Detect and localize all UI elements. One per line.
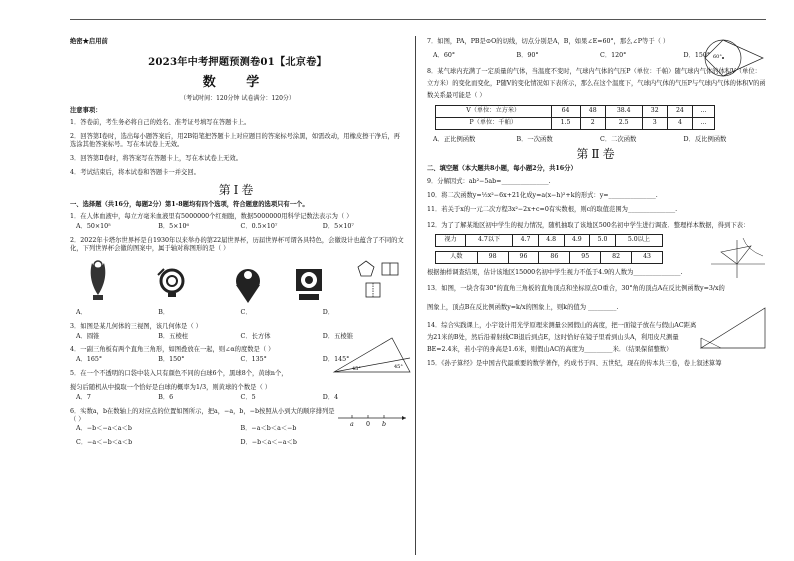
cell: 2 [580, 117, 605, 129]
cell: 5.0以上 [615, 234, 662, 246]
option: C．135° [240, 356, 267, 364]
option: C．−a＜−b＜a＜b [76, 439, 133, 447]
q10-text: 10．将二次函数y=½x²−6x+21化成y=a(x−h)²+k的形式：y=_______________. [427, 192, 658, 200]
cell: 96 [508, 251, 539, 263]
option: A．−b＜−a＜a＜b [76, 425, 132, 433]
option: C．二次函数 [600, 135, 637, 143]
option: A．165° [76, 356, 103, 364]
part1-title: 第Ⅰ卷 [218, 182, 257, 197]
svg-text:45°: 45° [352, 366, 361, 373]
cell: 43 [632, 251, 663, 263]
cell: 4.7 [513, 234, 539, 246]
angle-label: 60° [713, 54, 722, 60]
option: D．150° [683, 51, 711, 59]
cell: … [693, 117, 715, 129]
option: D．五棱锥 [322, 332, 353, 340]
emblem-d-icon [296, 269, 322, 300]
q13-text: 13．如图，一块含有30°的直角三角板的直角顶点和坐标原点O重合，30°角的顶点A在反比例函数y=3/x的 [427, 285, 725, 293]
cell: 98 [477, 251, 508, 263]
coordinate-figure [707, 236, 767, 280]
cell: V（单位：立方米） [436, 105, 552, 117]
header-rule [70, 19, 766, 20]
option: D．5×10⁷ [322, 223, 354, 231]
option: A．50×10⁵ [76, 223, 111, 231]
exam-title: 2023年中考押题预测卷01【北京卷】 [148, 55, 327, 68]
emblem-figures [70, 255, 405, 307]
q7-text: 7．如图，PA，PB是⊙O的切线，切点分别是A，B，如果∠E=60°，那么∠P等于（ ） [427, 38, 670, 45]
q12-table-1 [435, 234, 663, 247]
option: D．145° [322, 356, 350, 364]
cell: P（单位：千帕） [436, 117, 552, 129]
option: B．150° [158, 356, 185, 364]
q6-block [70, 407, 405, 428]
option: B．5×10⁶ [158, 223, 189, 231]
column-divider [415, 36, 416, 555]
cell: 95 [570, 251, 601, 263]
cell: 86 [539, 251, 570, 263]
q12-block [427, 234, 767, 264]
cell: 38.4 [605, 105, 642, 117]
three-view-icon [358, 261, 398, 297]
option: C．5 [240, 393, 256, 401]
q8-options [433, 136, 767, 144]
q13-text-2: 图象上，顶点B在反比例函数y=k/x的图象上，则k的值为 _________. [427, 304, 619, 312]
exam-time-info: （考试时间：120分钟 试卷满分：120分） [180, 94, 295, 102]
option: C．0.5×10⁷ [240, 223, 278, 231]
q5-options [76, 394, 405, 402]
note-item: 4．考试结束后，将本试卷和答题卡一并交回。 [70, 168, 200, 176]
notes-heading: 注意事项： [70, 107, 102, 115]
subject-title: 数 学 [202, 74, 273, 90]
q14-text: 14．综合实践课上，小宇设计用光学原理来测量公园假山的高度，把一面镜子放在与假山AC距离为21米的B处，然后沿着射线CB退后到点E，这时恰好在镜子里看到山头A，利用皮尺测量BE=2.4米，若小宇的身高是1.6米，则假山AC的高度为_________米．（结果保留整数） [427, 322, 697, 353]
q3-text: 3．如图是某几何体的三视图，该几何体是（ ） [70, 322, 202, 330]
q8-text: 8．某气球内充满了一定质量的气体，当温度不变时，气球内气体的气压P（单位：千帕）随气球内气体的体积V（单位：立方米）的变化而变化，P随V的变化情况如下表所示，那么在这个温度下，气球内气体的气压P与气球内气体的体积V的函数关系最可能是（ ） [427, 67, 766, 99]
option: B．−a＜b＜a＜−b [240, 425, 297, 433]
q4-text: 4．一副三角板有两个直角三角形，如图叠放在一起，则∠α的度数是（ ） [70, 346, 275, 354]
table-row [436, 234, 663, 246]
emblem-b-icon [158, 269, 183, 297]
cell: 2.5 [605, 117, 642, 129]
secret-mark: 绝密★启用前 [70, 38, 108, 45]
option: A．圆锥 [76, 332, 100, 340]
emblem-a-icon [91, 261, 106, 300]
option: A．60° [433, 51, 456, 59]
svg-text:45°: 45° [394, 364, 403, 371]
option: B．五棱柱 [158, 332, 189, 340]
option: C．120° [600, 51, 627, 59]
section2-heading: 二、填空题（本大题共8小题，每小题2分，共16分） [427, 165, 577, 173]
cell: 人数 [436, 251, 478, 263]
q1-text: 1．在人体血液中，每立方毫米血液里有5000000个红细胞，数据5000000用科学记数法表示为（ ） [70, 213, 353, 221]
option: D．4 [322, 393, 339, 401]
q2-options [76, 309, 405, 317]
q2-emblems [70, 255, 405, 307]
cell: 4.8 [538, 234, 564, 246]
option: A．7 [76, 393, 91, 401]
q1-options [76, 223, 405, 231]
set-squares-figure [332, 336, 412, 374]
option: B．一次函数 [516, 135, 553, 143]
cell: 32 [642, 105, 667, 117]
cell: 82 [601, 251, 632, 263]
emblem-c-icon [236, 269, 260, 303]
option: A． [76, 308, 87, 316]
axis-label-b: b [382, 420, 387, 428]
part2-title: 第Ⅱ卷 [576, 147, 618, 162]
q12-text: 12．为了了解某地区初中学生的视力情况，随机抽取了该地区500名初中学生进行调查．整理样本数据，得到下表： [427, 221, 750, 229]
cell: 48 [580, 105, 605, 117]
axis-label-a: a [350, 420, 354, 428]
q11-text: 11．若关于x的一元二次方程3x²−2x+c=0有实数根，则c的取值范围为_______________. [427, 206, 678, 214]
cell: 4.9 [564, 234, 590, 246]
q12-text-2: 根据抽样调查结果，估计该地区15000名初中学生视力不低于4.9的人数为_______________. [427, 268, 683, 276]
option: C． [240, 308, 252, 316]
number-line-figure [338, 410, 408, 428]
axis-label-0: 0 [366, 420, 371, 428]
q15-text: 15．《孙子算经》是中国古代最重要的数学著作，约成书于四、五世纪，现在的传本共三卷，卷上叙述算筹 [427, 359, 722, 367]
q2-text: 2．2022年卡塔尔世界杯是自1930年以来举办的第22届世界杯，历届世界杯可谓各具特色，会徽设计也蕴含了不同的文化，下列世界杯会徽的图案中，属于轴对称图形的是（ ） [70, 237, 404, 252]
cell: 视力 [436, 234, 466, 246]
q8-table [435, 105, 715, 130]
cell: 64 [551, 105, 580, 117]
note-item: 3．回答第Ⅱ卷时，将答案写在答题卡上，写在本试卷上无效。 [70, 154, 243, 162]
q5-text-2: 搅匀后随机从中摸取一个恰好是白球的概率为1/3，则黄球的个数是（ ） [70, 383, 272, 391]
table-row [436, 117, 715, 129]
table-row [436, 251, 663, 263]
left-column [70, 38, 405, 453]
option: B．6 [158, 393, 174, 401]
note-item: 1．答卷前，考生务必将自己的姓名、准考证号填写在答题卡上。 [70, 119, 251, 127]
right-column [427, 38, 767, 368]
option: D．−b＜a＜−a＜b [240, 439, 297, 447]
table-row [436, 105, 715, 117]
option: C．长方体 [240, 332, 271, 340]
option: D． [322, 308, 335, 316]
option: D．反比例函数 [683, 135, 727, 143]
option: A．正比例函数 [433, 135, 476, 143]
note-item: 2．回答第Ⅰ卷时，选出每小题答案后，用2B铅笔把答题卡上对应题目的答案标号涂黑，如需改动，用橡皮擦干净后，再选涂其他答案标号。写在本试卷上无效。 [70, 133, 400, 148]
q9-text: 9．分解因式：ab²−5ab=_______________. [427, 178, 551, 186]
cell: 3 [642, 117, 667, 129]
cell: 1.5 [551, 117, 580, 129]
mirror-figure [697, 306, 767, 350]
cell: 24 [667, 105, 692, 117]
cell: 4 [667, 117, 692, 129]
option: B．90° [516, 51, 539, 59]
q5-text: 5．在一个不透明的口袋中装入只有颜色不同的白球6个，黑球8个，黄球n个， [70, 370, 288, 378]
option: B． [158, 308, 170, 316]
q6-text: 6．实数a，b在数轴上的对应点的位置如图所示，把a，−a，b，−b按照从小到大的顺序排列是（ ） [70, 407, 335, 423]
section1-heading: 一、选择题（共16分，每题2分）第1-8题均有四个选项，符合题意的选项只有一个。 [70, 200, 309, 208]
cell: 4.7以下 [466, 234, 513, 246]
cell: … [693, 105, 715, 117]
cell: 5.0 [590, 234, 616, 246]
q13-block [427, 284, 767, 312]
q6-options-2 [76, 439, 405, 447]
q12-table-2 [435, 251, 663, 264]
